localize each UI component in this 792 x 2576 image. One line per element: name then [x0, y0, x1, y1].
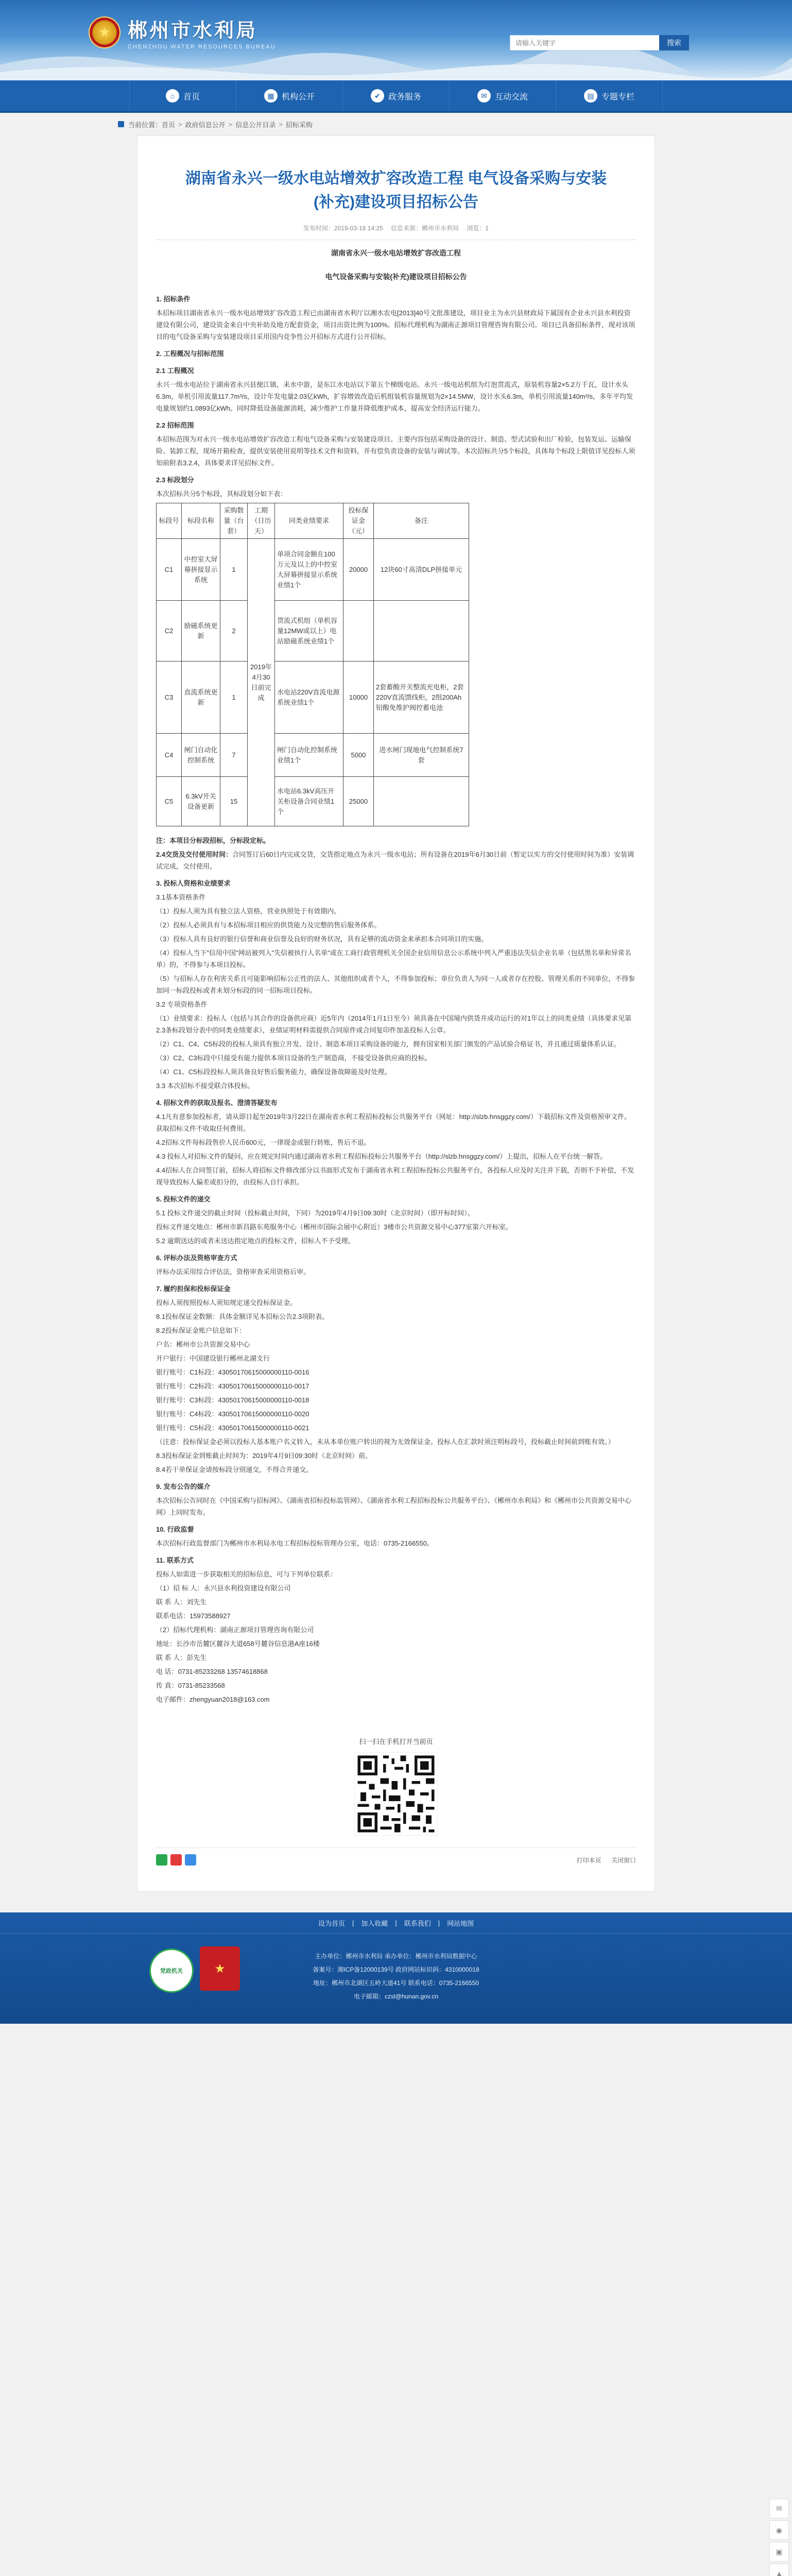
account-line: 银行账号：C2标段：43050170615000000110-0017	[156, 1382, 309, 1390]
breadcrumb-item[interactable]: 首页	[162, 121, 176, 129]
back-to-top-icon[interactable]: ▲	[769, 2564, 789, 2576]
location-icon	[118, 121, 124, 127]
qr-caption: 扫一扫在手机打开当前页	[359, 1738, 433, 1745]
paragraph: 本招标项目湖南省永兴一级水电站增效扩容改造工程已由湖南省水利厅以湘水农电[2013]40号文批准建设，项目业主为永兴县财政局下属国有企业永兴县水利投资建设有限公司，建设资金来自中央补助及地方配套资金，项目出资比例为100%。招标代理机构为湖南正源项目管理咨询有限公司。项目已具备招标条件，现对该项目的电气设备采购与安装建设项目采用国内竞争性公开招标方式进行公开招标。	[156, 309, 635, 341]
section-heading: 1. 招标条件	[156, 295, 191, 303]
table-row: C3 直流系统更新 1 水电站220V直流电源系统业绩1个 10000 2套蓄酸开关整流充电柜，2套220V直流馈线柜，2组200Ah铅酸免维护阀控蓄电池	[157, 662, 469, 734]
weibo-float-icon[interactable]: ◉	[769, 2520, 789, 2540]
section-heading: 7. 履约担保和投标保证金	[156, 1285, 231, 1293]
app-float-icon[interactable]: ▣	[769, 2542, 789, 2562]
table-row: C4 闸门自动化控制系统 7 闸门自动化控制系统业绩1个 5000 进水闸门现地电气控制系统7套	[157, 734, 469, 777]
gov-site-badge-icon[interactable]: 党政机关	[149, 1948, 194, 1993]
info-source: 信息来源：郴州市水利局	[391, 225, 459, 232]
paragraph: 本次招标共分5个标段，其标段划分如下表：	[156, 490, 287, 498]
site-name: 郴州市水利局	[128, 19, 258, 42]
chat-icon: ✉	[477, 89, 491, 103]
home-icon: ⌂	[166, 89, 179, 103]
table-period-cell: 2019年4月30日前完成	[248, 539, 275, 826]
lot-table	[156, 503, 469, 826]
site-logo[interactable]	[89, 14, 276, 50]
service-icon: ✔	[371, 89, 384, 103]
page-tools	[569, 1856, 636, 1865]
table-header-cell: 采购数量（台套）	[220, 503, 248, 539]
wechat-share-icon[interactable]	[156, 1854, 167, 1866]
section-heading: 5. 投标文件的递交	[156, 1195, 211, 1203]
footer-info: 主办单位：郴州市水利局 承办单位：郴州市水利局数据中心 备案号：湘ICP备12000139号 政府网站标识码：4310000018 地址：郴州市北湖区五岭大道41号 联系电话：0735-2166550 电子邮箱：czsl@hunan.gov.cn	[313, 1953, 479, 2000]
error-report-badge-icon[interactable]: ★	[200, 1946, 240, 1991]
breadcrumb-item[interactable]: 招标采购	[285, 121, 313, 129]
nav-service[interactable]: ✔ 政务服务	[342, 80, 449, 111]
article-meta	[156, 224, 636, 240]
site-footer	[0, 1912, 792, 2024]
subtitle: 湖南省永兴一级水电站增效扩容改造工程 电气设备采购与安装(补充)建设项目招标公告	[325, 249, 467, 281]
account-line: 银行账号：C5标段：43050170615000000110-0021	[156, 1424, 309, 1432]
footer-link[interactable]: 网站地图	[447, 1919, 474, 1927]
building-icon: ▦	[264, 89, 278, 103]
table-note: 注：本项目分标段招标，分标段定标。	[156, 837, 270, 844]
view-count: 浏览：1	[467, 225, 489, 232]
weibo-share-icon[interactable]	[170, 1854, 182, 1866]
site-name-en: CHENZHOU WATER RESOURCES BUREAU	[128, 44, 276, 50]
article-body: 湖南省永兴一级水电站增效扩容改造工程 电气设备采购与安装(补充)建设项目招标公告 1. 招标条件 本招标项目湖南省永兴一级水电站增效扩容改造工程已由湖南省水利厅以湘水农电[2013]40号文批准建设，项目业主为永兴县财政局下属国有企业永兴县水利投资建设有限公司，建设资金来自中央补助及地方配套资金，项目出资比例为100%。招标代理机构为湖南正源项目管理咨询有限公司。项目已具备招标条件，现对该项目的电气设备采购与安装建设项目采用国内竞争性公开招标方式进行公开招标。 2. 工程概况与招标范围 2.1 工程概况 永兴一级水电站位于湖南省永兴县便江镇，耒水中游，是东江水电站以下第五个梯级电站。永兴一级电站机组为灯泡贯流式，原装机容量2×5.2万千瓦，设计水头6.3m，单机引用流量117.7m³/s，设计年发电量2.03亿kWh，扩容增效改造后机组装机容量规划为2×14.5MW，设计水头6.3m，单机引用流量140m³/s，多年平均发电量规划约1.0893亿kWh。同时降低设备能源消耗，减少维护工作量并降低维护成本，提高安全经济运行能力。 2.2 招标范围 本招标范围为对永兴一级水电站增效扩容改造工程电气设备采购与安装建设项目。主要内容包括采购设备的设计、制造、型式试验和出厂检验，包装发运、运输保险、装卸工程，现场开箱检查，提供安装使用说明等技术文件和资料，并有偿负责设备的安装与调试等。本次招标共分5个标段，具体每个标段上限值详见投标人须知前附表3.2.4，具体要求详见招标文件。 2.3 标段划分 本次招标共分5个标段，其标段划分如下表： 标段号 标段名称 采购数量（台套） 工期（日历天） 同类业绩要求 投标保证金（元） 备注 C1 中控室大屏幕拼接显示系统 1 2019年4月30日前完成 单项合同金额在100万元及以上的中控室大屏幕拼接显示系统业绩1个 20000 12块60寸高清DLP拼接单元 C2 励磁系统更新 2 贯流式机组（单机容量12MW或以上）电站励磁系统业绩1个 C3 直流系统更新 1 水电站220V直流电源系统业绩1个 10000 2套蓄酸开关整流充电柜，2套220V直流馈线柜，2组200Ah铅酸免维护阀控蓄电池 C4 闸门自动化控制系统 7 闸门自动化控制系统业绩1个 5000 进水闸门现地电气控制系统7套 C5 6.3kV开关设备更新 15 水电站6.3kV高压开关柜设备合同业绩1个 25000 注：本项目分标段招标，分标段定标。 2.4交货及交付使用时间：合同签订后60日内完成交货，交货指定地点为永兴一级水电站；所有设备在2019年6月30日前（暂定以实方的交付使用时间为准）安装调试完成，交付使用。 3. 投标人资格和业绩要求 3.1基本资格条件 （1）投标人须为具有独立法人资格，营业执照处于有效期内。 （2）投标人必须具有与本招标项目相应的供货能力及完整的售后服务体系。 （3）投标人具有良好的银行信誉和商业信誉及良好的财务状况，具有足够的流动资金来承担本合同项目的实施。 （4）投标人当下"信用中国"网站被列入"失信被执行人名单"或在工商行政管理机关全国企业信用信息公示系统中列入严重违法失信企业名单（包括黑名单和异常名单）的，不得参与本项目投标。 （5）与招标人存在利害关系且可能影响招标公正性的法人、其他组织或者个人，不得参加投标；单位负责人为同一人或者存在控股、管理关系的不同单位，不得参加同一标段投标或者未划分标段的同一招标项目投标。 3.2 专项资格条件 （1）业绩要求：投标人（包括与其合作的设备供应商）近5年内（2014年1月1日至今）须具备在中国境内供货并成功运行的对1年以上的同类业绩（具体要求见第2.3条标段划分表中的同类业绩要求），业绩证明材料需提供合同原件或合同复印件加盖投标人公章。 （2）C1、C4、C5标段的投标人须具有独立开发、设计、制造本项目采购设备的能力，拥有国家相关部门颁发的产品试验合格证书，并且通过质量体系认证。 （3）C2、C3标段中只接受有能力提供本项目设备的生产制造商，不接受设备供应商的投标。 （4）C1、C5标段投标人须具备良好售后服务能力，确保设备故障能及时处理。 3.3 本次招标不接受联合体投标。 4. 招标文件的获取及报名、澄清答疑发布 4.1凡有意参加投标者，请从即日起至2019年3月22日在湖南省水利工程招标投标公共服务平台（网址：http://slzb.hnsggzy.com/）下载招标文件及资格预审文件。获取招标文件不收取任何费用。 4.2招标文件每标段售价人民币600元，一律现金或银行转账，售后不退。 4.3 投标人对招标文件的疑问，应在规定时间内通过湖南省水利工程招标投标公共服务平台（http://slzb.hnsggzy.com/）上提出，招标人在平台统一解答。 4.4招标人在合同签订前，招标人将招标文件修改部分以书面形式发布于湖南省水利工程招标投标公共服务平台，各投标人应及时关注并下载，否则不予补偿，不发现导致投标人偏差或扣分的，由投标人自行承担。 5. 投标文件的递交 5.1 投标文件递交的截止时间（投标截止时间，下同）为2019年4月9日09:30时（北京时间）（即开标时间）。 投标文件递交地点：郴州市新昌路东苑服务中心（郴州市国际会展中心附近）3楼市公共资源交易中心377室第六开标室。 5.2 逾期送达的或者未送达指定地点的投标文件，招标人不予受理。 6. 评标办法及资格审查方式 评标办法采用综合评估法，资格审查采用资格后审。 7. 履约担保和投标保证金 投标人须按照投标人须知规定递交投标保证金。 8.1投标保证金数额：具体金额详见本招标公告2.3项附表。 8.2投标保证金账户信息如下： 户名：郴州市公共资源交易中心 开户银行：中国建设银行郴州北湖支行 银行账号：C1标段：43050170615000000110-0016 银行账号：C2标段：43050170615000000110-0017 银行账号：C3标段：43050170615000000110-0018 银行账号：C4标段：43050170615000000110-0020 银行账号：C5标段：43050170615000000110-0021 （注意：投标保证金必须以投标人基本账户名义转入，未从本单位账户转出的视为无效保证金。投标人在汇款时须注明标段号，投标截止时间前到账有效。） 8.3投标保证金到账截止时间为：2019年4月9日09:30时（北京时间）前。 8.4若干单保证金请按标段分别递交，不得合并递交。 9. 发布公告的媒介 本次招标公告同时在《中国采购与招标网》、《湖南省招标投标监管网》、《湖南省水利工程招标投标公共服务平台》、《郴州市水利局》和《郴州市公共资源交易中心网》上同时发布。 10. 行政监督 本次招标行政监督部门为郴州市水利局水电工程招标投标管理办公室，电话：0735-2166550。 11. 联系方式 投标人如需进一步获取相关的招标信息，可与下列单位联系： （1）招 标 人：永兴县水利投资建设有限公司 联 系 人：刘先生 联系电话：15973588927 （2）招标代理机构：湖南正源项目管理咨询有限公司 地址：长沙市岳麓区麓谷大道658号麓谷信息港A座16楼 联 系 人：彭先生 电 话：0731-85233268 13574618868 传 真：0731-85233568 电子邮件：zhengyuan2018@163.com	[156, 247, 636, 1705]
qr-section	[156, 1736, 636, 1837]
table-header-cell: 标段号	[157, 503, 182, 539]
qr-code-icon	[354, 1752, 438, 1836]
subsection-heading: 2.1 工程概况	[156, 367, 194, 375]
section-heading: 3. 投标人资格和业绩要求	[156, 879, 231, 887]
publish-date: 发布时间：2019-03-18 14:25	[303, 225, 383, 232]
wechat-float-icon[interactable]: ✉	[769, 2499, 789, 2518]
search-input[interactable]	[510, 35, 659, 50]
section-heading: 11. 联系方式	[156, 1556, 194, 1564]
section-heading: 6. 评标办法及资格审查方式	[156, 1254, 237, 1262]
section-heading: 4. 招标文件的获取及报名、澄清答疑发布	[156, 1099, 278, 1107]
subsection-heading: 2.2 招标范围	[156, 421, 194, 429]
main-nav	[0, 80, 792, 113]
breadcrumb: 当前位置： 首页 > 政府信息公开 > 信息公开目录 > 招标采购	[118, 113, 674, 135]
floating-sidebar	[769, 2499, 788, 2576]
table-row: C5 6.3kV开关设备更新 15 水电站6.3kV高压开关柜设备合同业绩1个 25000	[157, 777, 469, 826]
nav-org[interactable]: ▦ 机构公开	[236, 80, 342, 111]
paragraph: 本招标范围为对永兴一级水电站增效扩容改造工程电气设备采购与安装建设项目。主要内容包括采购设备的设计、制造、型式试验和出厂检验，包装发运、运输保险、装卸工程，现场开箱检查，提供安装使用说明等技术文件和资料，并有偿负责设备的安装与调试等。本次招标共分5个标段，具体每个标段上限值详见投标人须知前附表3.2.4，具体要求详见招标文件。	[156, 435, 635, 467]
search-box	[510, 35, 689, 50]
table-header-cell: 标段名称	[182, 503, 220, 539]
footer-link[interactable]: 加入收藏	[361, 1919, 388, 1927]
search-button[interactable]: 搜索	[659, 35, 689, 50]
account-line: 银行账号：C4标段：43050170615000000110-0020	[156, 1410, 309, 1418]
close-window-button[interactable]: 关闭窗口	[611, 1856, 636, 1864]
national-emblem-icon: ★	[89, 16, 120, 48]
footer-links: 设为首页 | 加入收藏 | 联系我们 | 网站地图	[0, 1912, 792, 1934]
table-row: C2 励磁系统更新 2 贯流式机组（单机容量12MW或以上）电站励磁系统业绩1个	[157, 601, 469, 662]
footer-link[interactable]: 设为首页	[318, 1919, 345, 1927]
share-bar	[156, 1854, 196, 1866]
qq-share-icon[interactable]	[185, 1854, 196, 1866]
subsection-heading: 2.3 标段划分	[156, 476, 194, 484]
table-header-cell: 备注	[374, 503, 469, 539]
nav-interact[interactable]: ✉ 互动交流	[449, 80, 556, 111]
article-title: 湖南省永兴一级水电站增效扩容改造工程 电气设备采购与安装(补充)建设项目招标公告	[185, 170, 607, 211]
account-line: 银行账号：C1标段：43050170615000000110-0016	[156, 1368, 309, 1376]
site-header	[0, 0, 792, 80]
article-toolbar	[156, 1848, 636, 1866]
email-link[interactable]: 电子邮件：zhengyuan2018@163.com	[156, 1696, 270, 1703]
nav-special[interactable]: ▤ 专题专栏	[556, 80, 663, 111]
table-row: C1 中控室大屏幕拼接显示系统 1 2019年4月30日前完成 单项合同金额在100万元及以上的中控室大屏幕拼接显示系统业绩1个 20000 12块60寸高清DLP拼接单元	[157, 539, 469, 601]
section-heading: 9. 发布公告的媒介	[156, 1483, 211, 1490]
breadcrumb-item[interactable]: 信息公开目录	[235, 121, 276, 129]
footer-link[interactable]: 联系我们	[404, 1919, 431, 1927]
account-line: 银行账号：C3标段：43050170615000000110-0018	[156, 1396, 309, 1404]
table-header-cell: 工期（日历天）	[248, 503, 275, 539]
nav-home[interactable]: ⌂ 首页	[129, 80, 236, 111]
print-button[interactable]: 打印本页	[576, 1856, 601, 1864]
table-header-cell: 同类业绩要求	[275, 503, 343, 539]
section-heading: 2. 工程概况与招标范围	[156, 350, 224, 358]
article-container	[137, 135, 655, 1892]
paragraph: 永兴一级水电站位于湖南省永兴县便江镇，耒水中游，是东江水电站以下第五个梯级电站。永兴一级电站机组为灯泡贯流式，原装机容量2×5.2万千瓦，设计水头6.3m，单机引用流量117.7m³/s，设计年发电量2.03亿kWh，扩容增效改造后机组装机容量规划为2×14.5MW，设计水头6.3m，单机引用流量140m³/s，多年平均发电量规划约1.0893亿kWh。同时降低设备能源消耗，减少维护工作量并降低维护成本，提高安全经济运行能力。	[156, 381, 633, 412]
table-header-cell: 投标保证金（元）	[343, 503, 374, 539]
breadcrumb-item[interactable]: 政府信息公开	[185, 121, 226, 129]
table-header-row	[157, 503, 469, 539]
folder-icon: ▤	[584, 89, 597, 103]
section-heading: 10. 行政监督	[156, 1526, 194, 1533]
